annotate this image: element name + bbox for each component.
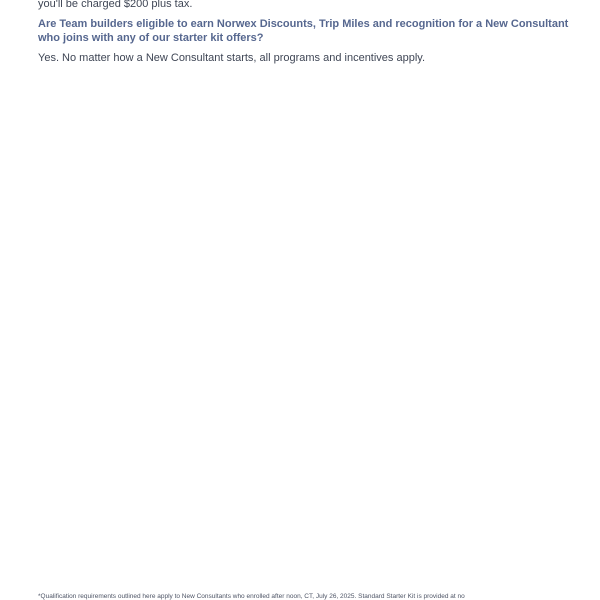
continued-paragraph: you'll be charged $200 plus tax.	[38, 0, 193, 10]
faq-answer: Yes. No matter how a New Consultant starts, all programs and incentives apply.	[38, 52, 426, 64]
faq-question: Are Team builders eligible to earn Norwex Discounts, Trip Miles and recognition for a New Consultant who joins with any of our starter kit offers?	[38, 18, 569, 44]
qualification-footnote: *Qualification requirements outlined here apply to New Consultants who enrolled after noon, CT, July 26, 2025. Standard Starter Kit is provided at no	[38, 593, 465, 600]
